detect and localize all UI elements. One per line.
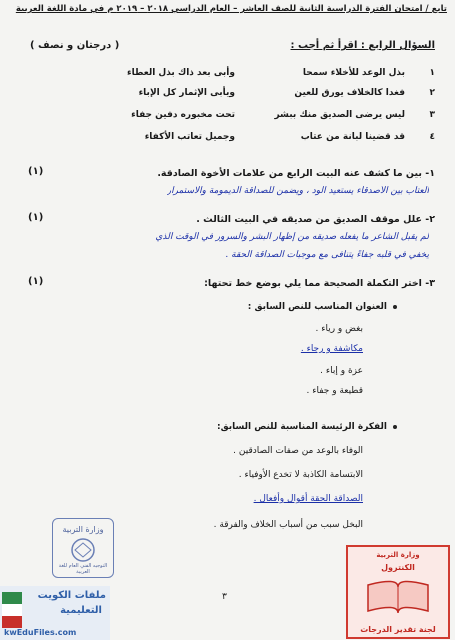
question-3: ٣- اختر التكملة الصحيحة مما يلي بوضع خط تحتها:	[204, 278, 435, 289]
site-logo	[0, 586, 110, 640]
poem-hemistich-2: وجميل تعاتب الأكفاء	[144, 132, 235, 142]
answer-1-handwriting: العتاب بين الأصدقاء يستعيد الود ، ويضمن للصداقة الديمومة والاستمرار	[166, 186, 429, 196]
answer-2-handwriting-line-2: يخفي في قلبه جفاءً يتنافى مع موجبات الصداقة الحقة .	[225, 250, 429, 260]
poem-number: ٣	[429, 110, 435, 120]
poem-line-3	[20, 110, 435, 124]
group-1-option-4[interactable]: قطيعة و جفاء .	[306, 386, 363, 396]
exam-header: تابع / امتحان الفترة الدراسية الثانية للصف العاشر – العام الدراسي ٢٠١٨ – ٢٠١٩ م في مادة اللغة العربية	[15, 4, 447, 14]
group-2-title: الفكرة الرئيسة المناسبة للنص السابق:	[217, 422, 397, 432]
stamp-line-2: الكنترول	[381, 563, 415, 572]
group-2-option-1[interactable]: الوفاء بالوعد من صفات الصادقين .	[233, 446, 363, 456]
stamp-line-1: وزارة التربية	[376, 551, 420, 559]
poem-number: ١	[429, 68, 435, 78]
stamp-subtitle: التوجيه الفني العام للغة العربية	[58, 563, 108, 575]
stamp-title: وزارة التربية	[62, 525, 104, 534]
question-2: ٢- علل موقف الصديق من صديقه في البيت الثالث .	[196, 214, 435, 225]
section-grade: ( درجتان و نصف )	[30, 40, 120, 51]
bullet-icon	[393, 425, 397, 429]
group-2-option-3-selected[interactable]: الصداقة الحقة أقوال وأفعال .	[253, 494, 363, 504]
section-title: السؤال الرابع : اقرأ ثم أجب :	[290, 40, 435, 51]
poem-line-4	[20, 132, 435, 146]
poem-line-1	[20, 68, 435, 82]
group-2-option-2[interactable]: الابتسامة الكاذبة لا تخدع الأوفياء .	[238, 470, 363, 480]
logo-flag-icon	[2, 592, 24, 632]
question-2-mark: (١)	[28, 212, 44, 223]
logo-url[interactable]: kwEduFiles.com	[4, 628, 77, 637]
group-2-option-4[interactable]: البخل سبب من أسباب الخلاف والفرقة .	[213, 520, 363, 530]
logo-line-1: ملفات الكويت	[37, 590, 106, 601]
group-1-title: العنوان المناسب للنص السابق :	[248, 302, 397, 312]
poem-hemistich-2: تحت مخبوره دفين جفاء	[131, 110, 235, 120]
poem-number: ٢	[429, 88, 435, 98]
poem-number: ٤	[429, 132, 435, 142]
question-1-mark: (١)	[28, 166, 44, 177]
poem-hemistich-2: وأبى بعد ذاك بذل العطاء	[127, 68, 235, 78]
page-number: ٣	[222, 592, 227, 602]
ministry-emblem-icon	[53, 535, 113, 565]
stamp-line-3: لجنة تقدير الدرجات	[360, 625, 436, 634]
poem-hemistich-1: فغدا كالخلاف يورق للعين	[294, 88, 405, 98]
group-1-option-1[interactable]: بغض و رياء .	[315, 324, 363, 334]
book-icon	[348, 577, 448, 617]
group-1-option-3[interactable]: عزة و إباء .	[320, 366, 363, 376]
group-1-option-2-selected[interactable]: مكاشفة و رجاء .	[300, 344, 363, 354]
poem-hemistich-1: بذل الوعد للأخلاء سمحا	[302, 68, 405, 78]
question-3-mark: (١)	[28, 276, 44, 287]
poem-hemistich-2: ويأبى الإثمار كل الإباء	[138, 88, 235, 98]
poem-hemistich-1: قد قضينا لبانة من عتاب	[300, 132, 405, 142]
ministry-stamp	[52, 518, 114, 578]
question-1: ١- بين ما كشف عنه البيت الرابع من علامات الأخوة الصادقة.	[157, 168, 435, 179]
poem-line-2	[20, 88, 435, 102]
bullet-icon	[393, 305, 397, 309]
logo-line-2: التعليمية	[60, 605, 102, 616]
answer-2-handwriting-line-1: لم يقبل الشاعر ما يفعله صديقه من إظهار البشر والسرور في الوقت الذي	[155, 232, 429, 242]
control-stamp	[346, 545, 450, 639]
poem-hemistich-1: ليس يرضى الصديق منك ببشر	[274, 110, 405, 120]
